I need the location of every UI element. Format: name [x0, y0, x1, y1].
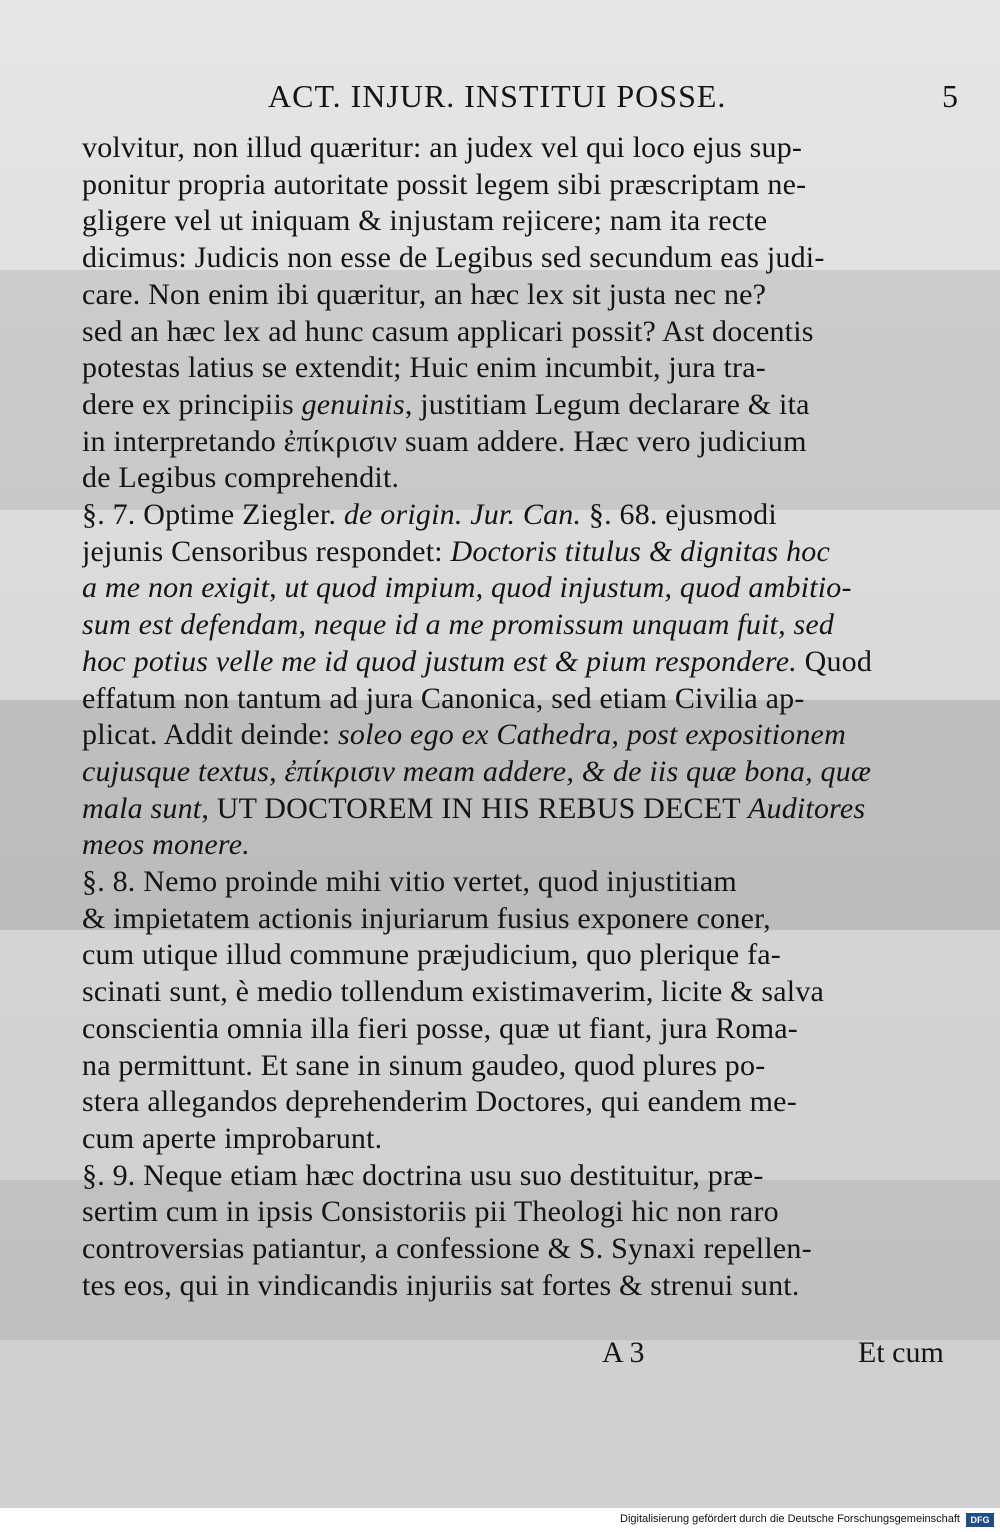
text-line — [82, 1082, 962, 1122]
italic-span: soleo ego ex Cathedra, post expositionem — [338, 718, 846, 752]
text-span: , UT DOCTOREM IN HIS REBUS DECET — [201, 791, 748, 825]
text-span: volvitur, non illud quæritur: an judex vel qui loco ejus sup- — [82, 131, 803, 164]
italic-span: cujusque textus, ἐπίκρισιν meam addere, & de iis quæ bona, quæ — [82, 754, 872, 788]
text-span: & impietatem actionis injuriarum fusius exponere coner, — [82, 901, 771, 935]
text-span: cum utique illud commune præjudicium, quo plerique fa- — [82, 938, 781, 972]
text-line — [82, 752, 962, 792]
text-span: sed an hæc lex ad hunc casum applicari possit? Ast docentis — [82, 314, 814, 348]
text-span: care. Non enim ibi quæritur, an hæc lex sit justa nec ne? — [82, 277, 767, 311]
text-line — [82, 789, 962, 829]
text-line — [82, 312, 962, 352]
text-span: §. 9. Neque etiam hæc doctrina usu suo destituitur, præ- — [82, 1158, 764, 1192]
text-span: de Legibus comprehendit. — [82, 461, 400, 495]
text-span: dicimus: Judicis non esse de Legibus sed secundum eas judi- — [82, 241, 825, 275]
text-span: stera allegandos deprehenderim Doctores, qui eandem me- — [82, 1085, 797, 1119]
text-span: cum aperte improbarunt. — [82, 1121, 383, 1155]
text-span: effatum non tantum ad jura Canonica, sed etiam Civilia ap- — [82, 681, 805, 715]
text-line — [82, 972, 962, 1012]
text-line — [82, 348, 962, 388]
text-line — [82, 605, 962, 645]
text-line — [82, 1192, 962, 1232]
text-line — [82, 1266, 962, 1306]
italic-span: a me non exigit, ut quod impium, quod injustum, quod ambitio- — [82, 571, 852, 605]
text-span: potestas latius se extendit; Huic enim incumbit, jura tra- — [82, 351, 766, 385]
text-span: tes eos, qui in vindicandis injuriis sat fortes & strenui sunt. — [82, 1268, 800, 1302]
text-line — [82, 275, 962, 315]
text-span: in interpretando ἐπίκρισιν suam addere. Hæc vero judicium — [82, 424, 807, 458]
italic-span: Doctoris titulus & dignitas hoc — [450, 534, 831, 568]
text-span: §. 8. Nemo proinde mihi vitio vertet, quod injustitiam — [82, 865, 737, 898]
text-span: sertim cum in ipsis Consistoriis pii Theologi hic non raro — [82, 1195, 779, 1229]
signature-mark: A 3 — [602, 1336, 645, 1369]
text-line — [82, 495, 962, 535]
text-span: scinati sunt, è medio tollendum existimaverim, licite & salva — [82, 975, 825, 1009]
text-line — [82, 679, 962, 719]
text-line — [82, 862, 962, 902]
text-line — [82, 899, 962, 939]
text-span: dere ex principiis — [82, 387, 302, 421]
page-number: 5 — [942, 78, 958, 114]
italic-span: de origin. Jur. Can. — [343, 498, 582, 531]
text-span: , justitiam Legum declarare & ita — [404, 387, 810, 421]
text-span: Quod — [796, 644, 873, 678]
text-line — [82, 165, 962, 205]
text-line — [82, 825, 962, 865]
text-line — [82, 385, 962, 425]
text-line — [82, 1009, 962, 1049]
text-line — [82, 568, 962, 608]
catchword: Et cum — [858, 1336, 944, 1369]
dfg-logo-icon: DFG — [966, 1513, 994, 1527]
text-span: na permittunt. Et sane in sinum gaudeo, quod plures po- — [82, 1048, 766, 1082]
italic-span: genuinis — [301, 387, 405, 421]
italic-span: meos monere. — [82, 828, 250, 862]
text-span: gligere vel ut iniquam & injustam rejicere; nam ita recte — [82, 204, 768, 238]
text-span: plicat. Addit deinde: — [82, 718, 339, 752]
text-line — [82, 935, 962, 975]
text-span: §. 68. ejusmodi — [581, 498, 777, 531]
footer-credit: Digitalisierung gefördert durch die Deutsche Forschungsgemeinschaft — [620, 1513, 960, 1525]
text-span: controversias patiantur, a confessione & S. Synaxi repellen- — [82, 1232, 812, 1265]
text-line — [82, 201, 962, 241]
italic-span: mala sunt — [82, 791, 202, 825]
text-span: conscientia omnia illa fieri posse, quæ ut fiant, jura Roma- — [82, 1011, 798, 1045]
italic-span: sum est defendam, neque id a me promissum unquam fuit, sed — [82, 608, 835, 642]
text-line — [82, 128, 962, 168]
text-line — [82, 1119, 962, 1159]
text-line — [82, 642, 962, 682]
digitization-footer — [0, 1508, 1000, 1532]
text-span: jejunis Censoribus respondet: — [82, 534, 451, 568]
text-line — [82, 422, 962, 462]
text-line — [82, 1229, 962, 1269]
text-span: ponitur propria autoritate possit legem sibi præscriptam ne- — [82, 167, 807, 201]
text-line — [82, 715, 962, 755]
running-head: ACT. INJUR. INSTITUI POSSE. — [268, 78, 727, 114]
text-line — [82, 458, 962, 498]
text-line — [82, 1156, 962, 1196]
text-line — [82, 1046, 962, 1086]
text-line — [82, 532, 962, 572]
text-line — [82, 238, 962, 278]
italic-span: Auditores — [747, 791, 866, 825]
text-span: §. 7. Optime Ziegler. — [82, 498, 344, 531]
italic-span: hoc potius velle me id quod justum est & pium respondere. — [82, 644, 797, 678]
